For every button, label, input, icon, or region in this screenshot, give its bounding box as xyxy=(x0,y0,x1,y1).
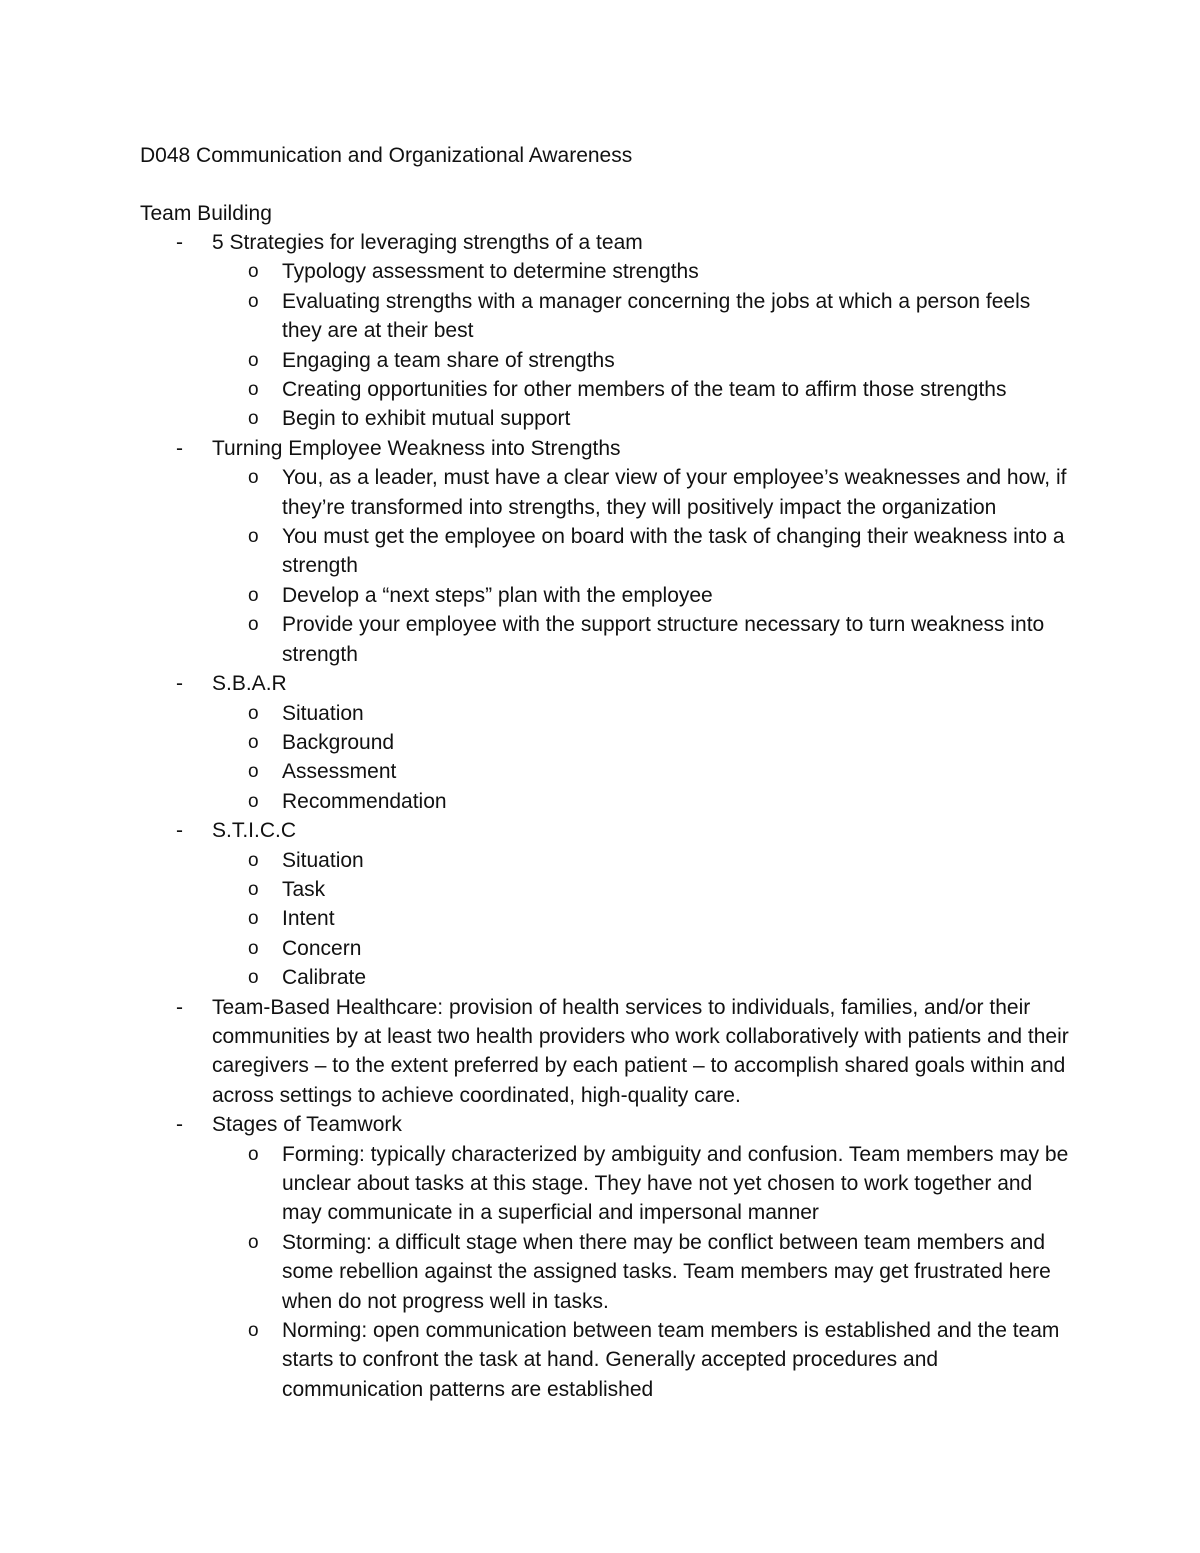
sub-list-item xyxy=(212,404,1070,433)
circle-bullet-icon: o xyxy=(248,731,259,753)
outline-item xyxy=(140,1110,1070,1404)
circle-bullet-icon: o xyxy=(248,937,259,959)
dash-bullet-icon: - xyxy=(176,995,183,1019)
sub-list-item xyxy=(212,581,1070,610)
sub-list-item-text: Evaluating strengths with a manager concerning the jobs at which a person feels they are at their best xyxy=(282,289,1031,343)
sub-list-item xyxy=(212,934,1070,963)
sub-list-item-text: Situation xyxy=(282,848,364,872)
sub-list-item xyxy=(212,904,1070,933)
sub-list-item-text: Begin to exhibit mutual support xyxy=(282,407,571,431)
sub-list-item-text: Situation xyxy=(282,701,364,725)
sub-list xyxy=(212,699,1070,817)
sub-list-item xyxy=(212,1316,1070,1404)
outline-item-text: Team-Based Healthcare: provision of health services to individuals, families, and/or their communities by at least two health providers who work collaboratively with patients and their caregivers – to the extent preferred by each patient – to accomplish shared goals within and across settings to achieve coordinated, high-quality care. xyxy=(212,995,1069,1107)
circle-bullet-icon: o xyxy=(248,1231,259,1253)
sub-list-item xyxy=(212,463,1070,522)
sub-list-item xyxy=(212,875,1070,904)
sub-list-item-text: Engaging a team share of strengths xyxy=(282,348,615,372)
outline-list xyxy=(140,228,1070,1404)
blank-line xyxy=(140,171,1070,199)
sub-list-item xyxy=(212,1140,1070,1228)
sub-list-item xyxy=(212,1228,1070,1316)
sub-list-item-text: Forming: typically characterized by ambiguity and confusion. Team members may be unclear about tasks at this stage. They have not yet chosen to work together and may communicate in a superficial and impersonal manner xyxy=(282,1142,1069,1225)
circle-bullet-icon: o xyxy=(248,467,259,489)
circle-bullet-icon: o xyxy=(248,1320,259,1342)
sub-list-item xyxy=(212,757,1070,786)
sub-list-item xyxy=(212,610,1070,669)
sub-list-item-text: Storming: a difficult stage when there may be conflict between team members and some rebellion against the assigned tasks. Team members may get frustrated here when do not progress well in tasks. xyxy=(282,1230,1051,1313)
dash-bullet-icon: - xyxy=(176,231,183,254)
sub-list-item xyxy=(212,963,1070,992)
circle-bullet-icon: o xyxy=(248,584,259,606)
sub-list xyxy=(212,463,1070,669)
sub-list-item xyxy=(212,699,1070,728)
circle-bullet-icon: o xyxy=(248,702,259,724)
sub-list-item-text: Norming: open communication between team members is established and the team starts to confront the task at hand. Generally accepted procedures and communication patterns are established xyxy=(282,1319,1060,1401)
sub-list xyxy=(212,257,1070,433)
outline-item-text: S.B.A.R xyxy=(212,672,287,696)
outline-item-text: S.T.I.C.C xyxy=(212,819,297,843)
sub-list-item-text: Develop a “next steps” plan with the employee xyxy=(282,583,713,607)
dash-bullet-icon: - xyxy=(176,672,183,696)
sub-list-item-text: Creating opportunities for other members of the team to affirm those strengths xyxy=(282,378,1007,402)
sub-list-item-text: Assessment xyxy=(282,760,397,784)
dash-bullet-icon: - xyxy=(176,819,183,843)
circle-bullet-icon: o xyxy=(248,290,259,312)
sub-list-item xyxy=(212,846,1070,875)
sub-list-item-text: Background xyxy=(282,730,395,754)
circle-bullet-icon: o xyxy=(248,614,259,636)
outline-item-text: Turning Employee Weakness into Strengths xyxy=(212,436,621,460)
document-content xyxy=(140,141,1070,1404)
outline-item xyxy=(140,669,1070,816)
outline-item xyxy=(140,993,1070,1111)
sub-list-item xyxy=(212,787,1070,816)
sub-list-item xyxy=(212,375,1070,404)
sub-list-item xyxy=(212,346,1070,375)
circle-bullet-icon: o xyxy=(248,878,259,900)
outline-item xyxy=(140,228,1070,434)
circle-bullet-icon: o xyxy=(248,408,259,430)
sub-list-item xyxy=(212,522,1070,581)
section-heading: Team Building xyxy=(140,202,272,225)
sub-list-item-text: Calibrate xyxy=(282,966,367,990)
sub-list-item-text: You, as a leader, must have a clear view of your employee’s weaknesses and how, if they’re transformed into strengths, they will positively impact the organization xyxy=(282,466,1067,519)
dash-bullet-icon: - xyxy=(176,1113,183,1137)
sub-list-item-text: Provide your employee with the support structure necessary to turn weakness into strength xyxy=(282,613,1045,666)
sub-list-item-text: You must get the employee on board with the task of changing their weakness into a strength xyxy=(282,525,1065,578)
dash-bullet-icon: - xyxy=(176,436,183,460)
outline-item xyxy=(140,816,1070,992)
circle-bullet-icon: o xyxy=(248,967,259,989)
sub-list-item-text: Task xyxy=(282,877,326,901)
document-title: D048 Communication and Organizational Awareness xyxy=(140,144,633,167)
circle-bullet-icon: o xyxy=(248,908,259,930)
circle-bullet-icon: o xyxy=(248,349,259,371)
outline-item xyxy=(140,434,1070,669)
outline-item-text: Stages of Teamwork xyxy=(212,1113,402,1137)
circle-bullet-icon: o xyxy=(248,761,259,783)
sub-list-item xyxy=(212,257,1070,286)
sub-list xyxy=(212,846,1070,993)
circle-bullet-icon: o xyxy=(248,790,259,812)
circle-bullet-icon: o xyxy=(248,526,259,548)
circle-bullet-icon: o xyxy=(248,379,259,401)
sub-list-item-text: Typology assessment to determine strengths xyxy=(282,260,699,284)
sub-list-item-text: Concern xyxy=(282,936,362,960)
circle-bullet-icon: o xyxy=(248,849,259,871)
sub-list-item xyxy=(212,728,1070,757)
circle-bullet-icon: o xyxy=(248,1143,259,1165)
sub-list-item-text: Recommendation xyxy=(282,789,447,813)
sub-list-item xyxy=(212,287,1070,346)
circle-bullet-icon: o xyxy=(248,261,259,283)
sub-list xyxy=(212,1140,1070,1405)
sub-list-item-text: Intent xyxy=(282,907,335,931)
outline-item-text: 5 Strategies for leveraging strengths of a team xyxy=(212,231,643,254)
